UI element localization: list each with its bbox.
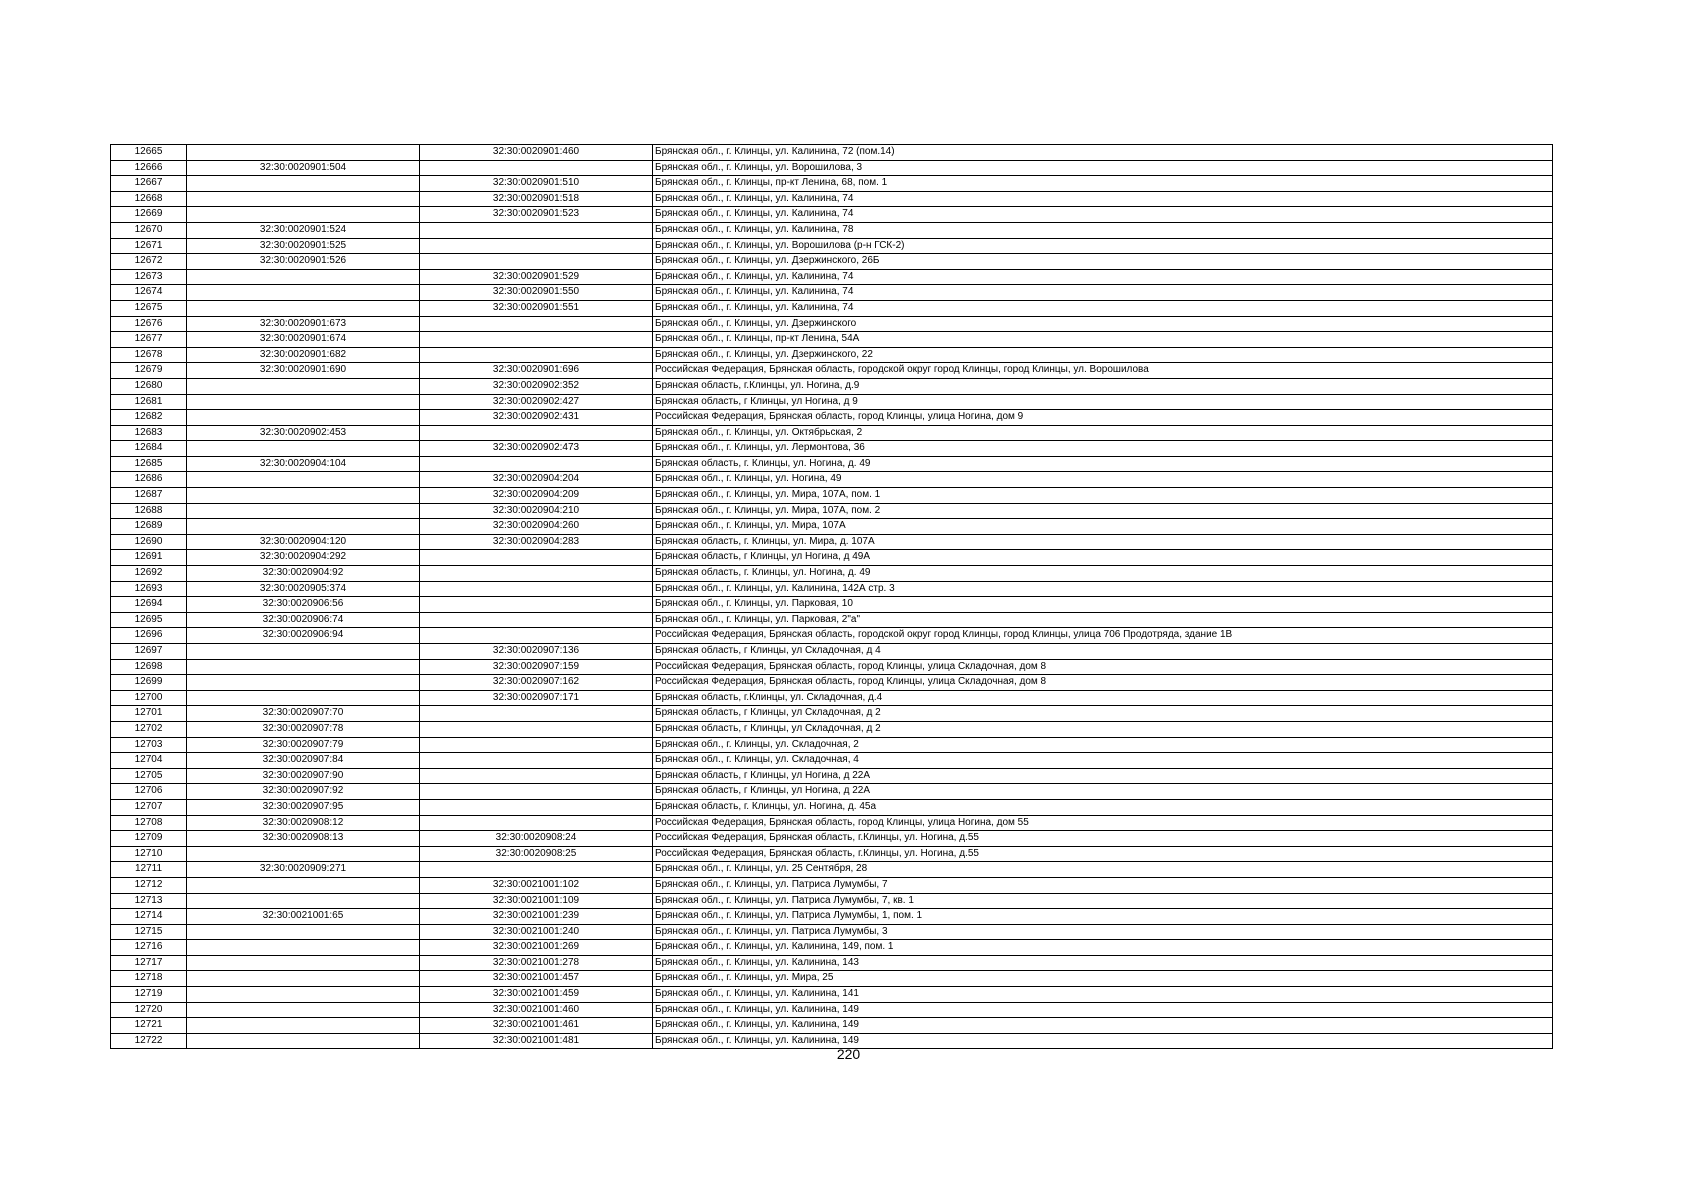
cadastral-number-a-cell xyxy=(187,472,420,488)
cadastral-number-b-cell xyxy=(420,160,653,176)
cadastral-number-a-cell: 32:30:0020901:674 xyxy=(187,332,420,348)
cadastral-number-b-cell: 32:30:0020907:136 xyxy=(420,644,653,660)
cadastral-number-a-cell xyxy=(187,659,420,675)
cadastral-number-a-cell xyxy=(187,488,420,504)
cadastral-number-b-cell: 32:30:0020907:162 xyxy=(420,675,653,691)
cadastral-number-b-cell xyxy=(420,332,653,348)
row-number-cell: 12690 xyxy=(111,534,187,550)
address-cell: Брянская обл., г. Клинцы, ул. Дзержинского, 22 xyxy=(653,347,1553,363)
address-cell: Брянская обл., г. Клинцы, ул. Октябрьская, 2 xyxy=(653,425,1553,441)
row-number-cell: 12681 xyxy=(111,394,187,410)
cadastral-number-b-cell: 32:30:0021001:240 xyxy=(420,924,653,940)
cadastral-number-a-cell xyxy=(187,690,420,706)
row-number-cell: 12722 xyxy=(111,1033,187,1049)
row-number-cell: 12698 xyxy=(111,659,187,675)
address-cell: Брянская обл., г. Клинцы, ул. Парковая, 2"а" xyxy=(653,612,1553,628)
cadastral-number-b-cell xyxy=(420,581,653,597)
row-number-cell: 12694 xyxy=(111,597,187,613)
cadastral-number-b-cell: 32:30:0020901:696 xyxy=(420,363,653,379)
page-number: 220 xyxy=(836,1046,861,1062)
cadastral-number-a-cell: 32:30:0020901:504 xyxy=(187,160,420,176)
address-cell: Брянская область, г Клинцы, ул Ногина, д 22А xyxy=(653,768,1553,784)
address-cell: Брянская обл., г. Клинцы, ул. Калинина, 78 xyxy=(653,222,1553,238)
cadastral-number-b-cell: 32:30:0020907:159 xyxy=(420,659,653,675)
address-cell: Брянская обл., г. Клинцы, ул. Калинина, 74 xyxy=(653,300,1553,316)
table-row xyxy=(111,254,1553,270)
table-body xyxy=(111,145,1553,1049)
row-number-cell: 12687 xyxy=(111,488,187,504)
table-row xyxy=(111,300,1553,316)
cadastral-number-b-cell xyxy=(420,597,653,613)
address-cell: Брянская обл., г. Клинцы, ул. Калинина, 143 xyxy=(653,955,1553,971)
cadastral-number-b-cell xyxy=(420,721,653,737)
address-cell: Брянская обл., г. Клинцы, ул. Калинина, 149, пом. 1 xyxy=(653,940,1553,956)
row-number-cell: 12693 xyxy=(111,581,187,597)
address-cell: Брянская обл., г. Клинцы, ул. Парковая, 10 xyxy=(653,597,1553,613)
cadastral-number-b-cell: 32:30:0020902:431 xyxy=(420,410,653,426)
cadastral-number-a-cell xyxy=(187,176,420,192)
table-row xyxy=(111,690,1553,706)
row-number-cell: 12714 xyxy=(111,909,187,925)
address-cell: Российская Федерация, Брянская область, город Клинцы, улица Складочная, дом 8 xyxy=(653,659,1553,675)
address-cell: Брянская обл., г. Клинцы, ул. Ногина, 49 xyxy=(653,472,1553,488)
table-row xyxy=(111,394,1553,410)
cadastral-number-b-cell: 32:30:0020904:204 xyxy=(420,472,653,488)
table-row xyxy=(111,737,1553,753)
row-number-cell: 12685 xyxy=(111,456,187,472)
table-row xyxy=(111,550,1553,566)
cadastral-number-b-cell: 32:30:0020902:473 xyxy=(420,441,653,457)
cadastral-number-a-cell xyxy=(187,394,420,410)
cadastral-number-a-cell: 32:30:0020907:78 xyxy=(187,721,420,737)
row-number-cell: 12666 xyxy=(111,160,187,176)
table-row xyxy=(111,503,1553,519)
cadastral-number-b-cell: 32:30:0020901:518 xyxy=(420,191,653,207)
cadastral-number-b-cell xyxy=(420,784,653,800)
cadastral-number-a-cell: 32:30:0020901:524 xyxy=(187,222,420,238)
address-cell: Брянская обл., г. Клинцы, ул. Мира, 107А, пом. 1 xyxy=(653,488,1553,504)
address-cell: Брянская обл., г. Клинцы, ул. Мира, 25 xyxy=(653,971,1553,987)
row-number-cell: 12695 xyxy=(111,612,187,628)
cadastral-number-b-cell: 32:30:0021001:109 xyxy=(420,893,653,909)
cadastral-number-a-cell xyxy=(187,955,420,971)
table-row xyxy=(111,1002,1553,1018)
row-number-cell: 12702 xyxy=(111,721,187,737)
address-cell: Брянская обл., г. Клинцы, ул. Лермонтова, 36 xyxy=(653,441,1553,457)
address-cell: Брянская обл., г. Клинцы, ул. Ворошилова (р-н ГСК-2) xyxy=(653,238,1553,254)
cadastral-number-b-cell: 32:30:0020904:283 xyxy=(420,534,653,550)
address-cell: Брянская обл., г. Клинцы, ул. Складочная, 2 xyxy=(653,737,1553,753)
row-number-cell: 12697 xyxy=(111,644,187,660)
cadastral-number-a-cell xyxy=(187,924,420,940)
cadastral-number-b-cell: 32:30:0020901:551 xyxy=(420,300,653,316)
cadastral-number-a-cell: 32:30:0020901:673 xyxy=(187,316,420,332)
table-row xyxy=(111,160,1553,176)
row-number-cell: 12670 xyxy=(111,222,187,238)
address-cell: Российская Федерация, Брянская область, город Клинцы, улица Ногина, дом 9 xyxy=(653,410,1553,426)
cadastral-number-b-cell: 32:30:0021001:278 xyxy=(420,955,653,971)
table-row xyxy=(111,207,1553,223)
row-number-cell: 12721 xyxy=(111,1018,187,1034)
cadastral-number-b-cell: 32:30:0020901:550 xyxy=(420,285,653,301)
address-cell: Брянская область, г. Клинцы, ул. Ногина, д. 49 xyxy=(653,566,1553,582)
table-row xyxy=(111,566,1553,582)
address-cell: Брянская обл., г. Клинцы, ул. Калинина, 74 xyxy=(653,191,1553,207)
row-number-cell: 12678 xyxy=(111,347,187,363)
table-row xyxy=(111,145,1553,161)
cadastral-number-b-cell: 32:30:0021001:461 xyxy=(420,1018,653,1034)
cadastral-number-b-cell xyxy=(420,347,653,363)
table-row xyxy=(111,862,1553,878)
table-row xyxy=(111,909,1553,925)
cadastral-number-b-cell xyxy=(420,316,653,332)
address-cell: Брянская обл., г. Клинцы, ул. Калинина, 74 xyxy=(653,207,1553,223)
table-row xyxy=(111,706,1553,722)
table-row xyxy=(111,363,1553,379)
cadastral-number-b-cell: 32:30:0020907:171 xyxy=(420,690,653,706)
cadastral-number-b-cell xyxy=(420,425,653,441)
cadastral-number-b-cell: 32:30:0020908:24 xyxy=(420,831,653,847)
address-cell: Брянская область, г Клинцы, ул Складочная, д 2 xyxy=(653,721,1553,737)
address-cell: Брянская обл., г. Клинцы, ул. Калинина, 142А стр. 3 xyxy=(653,581,1553,597)
table-row xyxy=(111,628,1553,644)
cadastral-number-a-cell xyxy=(187,971,420,987)
address-cell: Брянская обл., г. Клинцы, ул. Калинина, 74 xyxy=(653,269,1553,285)
address-cell: Брянская обл., г. Клинцы, ул. Калинина, 74 xyxy=(653,285,1553,301)
table-row xyxy=(111,1018,1553,1034)
table-row xyxy=(111,581,1553,597)
row-number-cell: 12716 xyxy=(111,940,187,956)
row-number-cell: 12710 xyxy=(111,846,187,862)
cadastral-number-b-cell xyxy=(420,799,653,815)
row-number-cell: 12667 xyxy=(111,176,187,192)
cadastral-number-a-cell xyxy=(187,441,420,457)
row-number-cell: 12669 xyxy=(111,207,187,223)
cadastral-number-a-cell xyxy=(187,378,420,394)
cadastral-number-a-cell: 32:30:0020901:690 xyxy=(187,363,420,379)
address-cell: Российская Федерация, Брянская область, г.Клинцы, ул. Ногина, д.55 xyxy=(653,831,1553,847)
address-cell: Брянская область, г. Клинцы, ул. Ногина, д. 49 xyxy=(653,456,1553,472)
row-number-cell: 12711 xyxy=(111,862,187,878)
row-number-cell: 12720 xyxy=(111,1002,187,1018)
table-row xyxy=(111,410,1553,426)
row-number-cell: 12719 xyxy=(111,987,187,1003)
address-cell: Брянская обл., г. Клинцы, ул. Патриса Лумумбы, 1, пом. 1 xyxy=(653,909,1553,925)
cadastral-number-a-cell xyxy=(187,300,420,316)
address-cell: Брянская область, г.Клинцы, ул. Ногина, д.9 xyxy=(653,378,1553,394)
cadastral-number-a-cell xyxy=(187,987,420,1003)
address-cell: Брянская обл., г. Клинцы, ул. Калинина, 149 xyxy=(653,1018,1553,1034)
cadastral-register-table xyxy=(110,144,1553,1049)
row-number-cell: 12686 xyxy=(111,472,187,488)
cadastral-number-b-cell xyxy=(420,238,653,254)
table-row xyxy=(111,378,1553,394)
row-number-cell: 12677 xyxy=(111,332,187,348)
cadastral-number-a-cell: 32:30:0020907:70 xyxy=(187,706,420,722)
row-number-cell: 12709 xyxy=(111,831,187,847)
cadastral-number-b-cell: 32:30:0021001:457 xyxy=(420,971,653,987)
row-number-cell: 12707 xyxy=(111,799,187,815)
cadastral-number-a-cell: 32:30:0020904:92 xyxy=(187,566,420,582)
table-row xyxy=(111,784,1553,800)
cadastral-number-b-cell xyxy=(420,862,653,878)
table-row xyxy=(111,597,1553,613)
address-cell: Брянская область, г Клинцы, ул Ногина, д 49А xyxy=(653,550,1553,566)
row-number-cell: 12713 xyxy=(111,893,187,909)
cadastral-number-a-cell: 32:30:0020906:94 xyxy=(187,628,420,644)
cadastral-number-b-cell xyxy=(420,753,653,769)
row-number-cell: 12665 xyxy=(111,145,187,161)
table-row xyxy=(111,238,1553,254)
cadastral-number-a-cell xyxy=(187,285,420,301)
table-row xyxy=(111,768,1553,784)
row-number-cell: 12682 xyxy=(111,410,187,426)
cadastral-number-a-cell: 32:30:0020901:682 xyxy=(187,347,420,363)
cadastral-number-a-cell xyxy=(187,1018,420,1034)
cadastral-number-a-cell: 32:30:0020904:104 xyxy=(187,456,420,472)
table-row xyxy=(111,753,1553,769)
row-number-cell: 12684 xyxy=(111,441,187,457)
table-row xyxy=(111,987,1553,1003)
address-cell: Брянская область, г. Клинцы, ул. Ногина, д. 45а xyxy=(653,799,1553,815)
address-cell: Брянская область, г Клинцы, ул Складочная, д 4 xyxy=(653,644,1553,660)
cadastral-number-a-cell xyxy=(187,1002,420,1018)
cadastral-number-b-cell: 32:30:0020904:209 xyxy=(420,488,653,504)
cadastral-number-b-cell xyxy=(420,768,653,784)
cadastral-number-a-cell xyxy=(187,410,420,426)
row-number-cell: 12704 xyxy=(111,753,187,769)
row-number-cell: 12717 xyxy=(111,955,187,971)
cadastral-number-b-cell: 32:30:0020902:427 xyxy=(420,394,653,410)
cadastral-number-b-cell: 32:30:0020902:352 xyxy=(420,378,653,394)
cadastral-number-b-cell: 32:30:0021001:269 xyxy=(420,940,653,956)
cadastral-number-b-cell: 32:30:0021001:460 xyxy=(420,1002,653,1018)
address-cell: Брянская обл., г. Клинцы, ул. Калинина, 149 xyxy=(653,1033,1553,1049)
cadastral-number-b-cell xyxy=(420,628,653,644)
cadastral-number-a-cell: 32:30:0020908:13 xyxy=(187,831,420,847)
cadastral-number-b-cell xyxy=(420,254,653,270)
address-cell: Российская Федерация, Брянская область, город Клинцы, улица Складочная, дом 8 xyxy=(653,675,1553,691)
row-number-cell: 12692 xyxy=(111,566,187,582)
cadastral-number-a-cell xyxy=(187,846,420,862)
table-row xyxy=(111,924,1553,940)
row-number-cell: 12673 xyxy=(111,269,187,285)
cadastral-number-a-cell: 32:30:0020901:525 xyxy=(187,238,420,254)
table-row xyxy=(111,191,1553,207)
cadastral-number-a-cell: 32:30:0020905:374 xyxy=(187,581,420,597)
cadastral-number-a-cell: 32:30:0020908:12 xyxy=(187,815,420,831)
table-row xyxy=(111,269,1553,285)
table-row xyxy=(111,612,1553,628)
row-number-cell: 12699 xyxy=(111,675,187,691)
cadastral-number-a-cell: 32:30:0020907:95 xyxy=(187,799,420,815)
table-row xyxy=(111,332,1553,348)
cadastral-number-a-cell: 32:30:0020901:526 xyxy=(187,254,420,270)
address-cell: Российская Федерация, Брянская область, г.Клинцы, ул. Ногина, д.55 xyxy=(653,846,1553,862)
address-cell: Брянская обл., г. Клинцы, ул. Складочная, 4 xyxy=(653,753,1553,769)
row-number-cell: 12675 xyxy=(111,300,187,316)
cadastral-number-a-cell: 32:30:0020907:79 xyxy=(187,737,420,753)
cadastral-number-a-cell: 32:30:0020904:120 xyxy=(187,534,420,550)
row-number-cell: 12691 xyxy=(111,550,187,566)
address-cell: Российская Федерация, Брянская область, городской округ город Клинцы, город Клинцы, ул. Ворошилова xyxy=(653,363,1553,379)
address-cell: Брянская обл., г. Клинцы, ул. 25 Сентября, 28 xyxy=(653,862,1553,878)
row-number-cell: 12668 xyxy=(111,191,187,207)
address-cell: Брянская обл., г. Клинцы, ул. Патриса Лумумбы, 7 xyxy=(653,877,1553,893)
cadastral-number-a-cell xyxy=(187,519,420,535)
row-number-cell: 12700 xyxy=(111,690,187,706)
row-number-cell: 12696 xyxy=(111,628,187,644)
row-number-cell: 12701 xyxy=(111,706,187,722)
cadastral-number-b-cell: 32:30:0021001:239 xyxy=(420,909,653,925)
address-cell: Российская Федерация, Брянская область, городской округ город Клинцы, город Клинцы, улица 706 Продотряда, здание 1В xyxy=(653,628,1553,644)
table-row xyxy=(111,846,1553,862)
table-row xyxy=(111,659,1553,675)
table-row xyxy=(111,285,1553,301)
table-row xyxy=(111,940,1553,956)
table-row xyxy=(111,534,1553,550)
address-cell: Брянская область, г Клинцы, ул Ногина, д 9 xyxy=(653,394,1553,410)
cadastral-number-b-cell xyxy=(420,612,653,628)
row-number-cell: 12705 xyxy=(111,768,187,784)
cadastral-number-a-cell xyxy=(187,191,420,207)
address-cell: Брянская область, г. Клинцы, ул. Мира, д. 107А xyxy=(653,534,1553,550)
row-number-cell: 12676 xyxy=(111,316,187,332)
cadastral-number-b-cell xyxy=(420,456,653,472)
cadastral-number-b-cell xyxy=(420,737,653,753)
table-row xyxy=(111,971,1553,987)
cadastral-number-b-cell: 32:30:0020901:460 xyxy=(420,145,653,161)
table-row xyxy=(111,472,1553,488)
table-row xyxy=(111,347,1553,363)
cadastral-number-b-cell: 32:30:0021001:459 xyxy=(420,987,653,1003)
cadastral-number-a-cell xyxy=(187,893,420,909)
table-row xyxy=(111,222,1553,238)
cadastral-number-a-cell xyxy=(187,675,420,691)
address-cell: Брянская обл., г. Клинцы, ул. Дзержинского xyxy=(653,316,1553,332)
table-row xyxy=(111,441,1553,457)
table-row xyxy=(111,488,1553,504)
cadastral-number-b-cell xyxy=(420,222,653,238)
table-row xyxy=(111,519,1553,535)
row-number-cell: 12689 xyxy=(111,519,187,535)
table-row xyxy=(111,799,1553,815)
address-cell: Брянская обл., г. Клинцы, пр-кт Ленина, 54А xyxy=(653,332,1553,348)
cadastral-number-a-cell: 32:30:0020906:74 xyxy=(187,612,420,628)
cadastral-number-b-cell: 32:30:0020904:260 xyxy=(420,519,653,535)
address-cell: Российская Федерация, Брянская область, город Клинцы, улица Ногина, дом 55 xyxy=(653,815,1553,831)
row-number-cell: 12712 xyxy=(111,877,187,893)
cadastral-number-a-cell: 32:30:0020902:453 xyxy=(187,425,420,441)
address-cell: Брянская область, г Клинцы, ул Складочная, д 2 xyxy=(653,706,1553,722)
row-number-cell: 12688 xyxy=(111,503,187,519)
cadastral-number-a-cell xyxy=(187,145,420,161)
cadastral-number-b-cell xyxy=(420,815,653,831)
cadastral-number-a-cell xyxy=(187,207,420,223)
table-row xyxy=(111,425,1553,441)
cadastral-number-a-cell: 32:30:0020907:92 xyxy=(187,784,420,800)
row-number-cell: 12703 xyxy=(111,737,187,753)
cadastral-number-b-cell: 32:30:0020908:25 xyxy=(420,846,653,862)
cadastral-number-b-cell xyxy=(420,550,653,566)
cadastral-number-b-cell xyxy=(420,706,653,722)
table-row xyxy=(111,877,1553,893)
row-number-cell: 12671 xyxy=(111,238,187,254)
cadastral-number-a-cell: 32:30:0020904:292 xyxy=(187,550,420,566)
address-cell: Брянская обл., г. Клинцы, ул. Патриса Лумумбы, 3 xyxy=(653,924,1553,940)
row-number-cell: 12680 xyxy=(111,378,187,394)
cadastral-number-a-cell: 32:30:0021001:65 xyxy=(187,909,420,925)
cadastral-number-a-cell xyxy=(187,940,420,956)
table-row xyxy=(111,176,1553,192)
table-row xyxy=(111,456,1553,472)
table-row xyxy=(111,893,1553,909)
row-number-cell: 12706 xyxy=(111,784,187,800)
cadastral-number-b-cell: 32:30:0020901:529 xyxy=(420,269,653,285)
row-number-cell: 12708 xyxy=(111,815,187,831)
table-row xyxy=(111,815,1553,831)
row-number-cell: 12683 xyxy=(111,425,187,441)
cadastral-number-b-cell: 32:30:0020901:510 xyxy=(420,176,653,192)
address-cell: Брянская обл., г. Клинцы, ул. Калинина, 72 (пом.14) xyxy=(653,145,1553,161)
cadastral-number-b-cell xyxy=(420,566,653,582)
row-number-cell: 12674 xyxy=(111,285,187,301)
cadastral-number-b-cell: 32:30:0021001:102 xyxy=(420,877,653,893)
table-row xyxy=(111,316,1553,332)
table-row xyxy=(111,644,1553,660)
address-cell: Брянская обл., г. Клинцы, ул. Калинина, 149 xyxy=(653,1002,1553,1018)
row-number-cell: 12679 xyxy=(111,363,187,379)
cadastral-number-b-cell: 32:30:0020901:523 xyxy=(420,207,653,223)
address-cell: Брянская обл., г. Клинцы, ул. Ворошилова, 3 xyxy=(653,160,1553,176)
row-number-cell: 12672 xyxy=(111,254,187,270)
cadastral-number-b-cell: 32:30:0020904:210 xyxy=(420,503,653,519)
cadastral-number-b-cell: 32:30:0021001:481 xyxy=(420,1033,653,1049)
cadastral-number-a-cell xyxy=(187,644,420,660)
cadastral-number-a-cell: 32:30:0020907:90 xyxy=(187,768,420,784)
cadastral-number-a-cell: 32:30:0020909:271 xyxy=(187,862,420,878)
address-cell: Брянская область, г.Клинцы, ул. Складочная, д.4 xyxy=(653,690,1553,706)
address-cell: Брянская обл., г. Клинцы, пр-кт Ленина, 68, пом. 1 xyxy=(653,176,1553,192)
cadastral-number-a-cell: 32:30:0020906:56 xyxy=(187,597,420,613)
address-cell: Брянская область, г Клинцы, ул Ногина, д 22А xyxy=(653,784,1553,800)
table-row xyxy=(111,675,1553,691)
address-cell: Брянская обл., г. Клинцы, ул. Калинина, 141 xyxy=(653,987,1553,1003)
table-row xyxy=(111,831,1553,847)
cadastral-number-a-cell: 32:30:0020907:84 xyxy=(187,753,420,769)
address-cell: Брянская обл., г. Клинцы, ул. Патриса Лумумбы, 7, кв. 1 xyxy=(653,893,1553,909)
cadastral-number-a-cell xyxy=(187,503,420,519)
row-number-cell: 12715 xyxy=(111,924,187,940)
address-cell: Брянская обл., г. Клинцы, ул. Дзержинского, 26Б xyxy=(653,254,1553,270)
cadastral-number-a-cell xyxy=(187,269,420,285)
address-cell: Брянская обл., г. Клинцы, ул. Мира, 107А, пом. 2 xyxy=(653,503,1553,519)
table-row xyxy=(111,721,1553,737)
cadastral-number-a-cell xyxy=(187,877,420,893)
table-row xyxy=(111,955,1553,971)
row-number-cell: 12718 xyxy=(111,971,187,987)
address-cell: Брянская обл., г. Клинцы, ул. Мира, 107А xyxy=(653,519,1553,535)
